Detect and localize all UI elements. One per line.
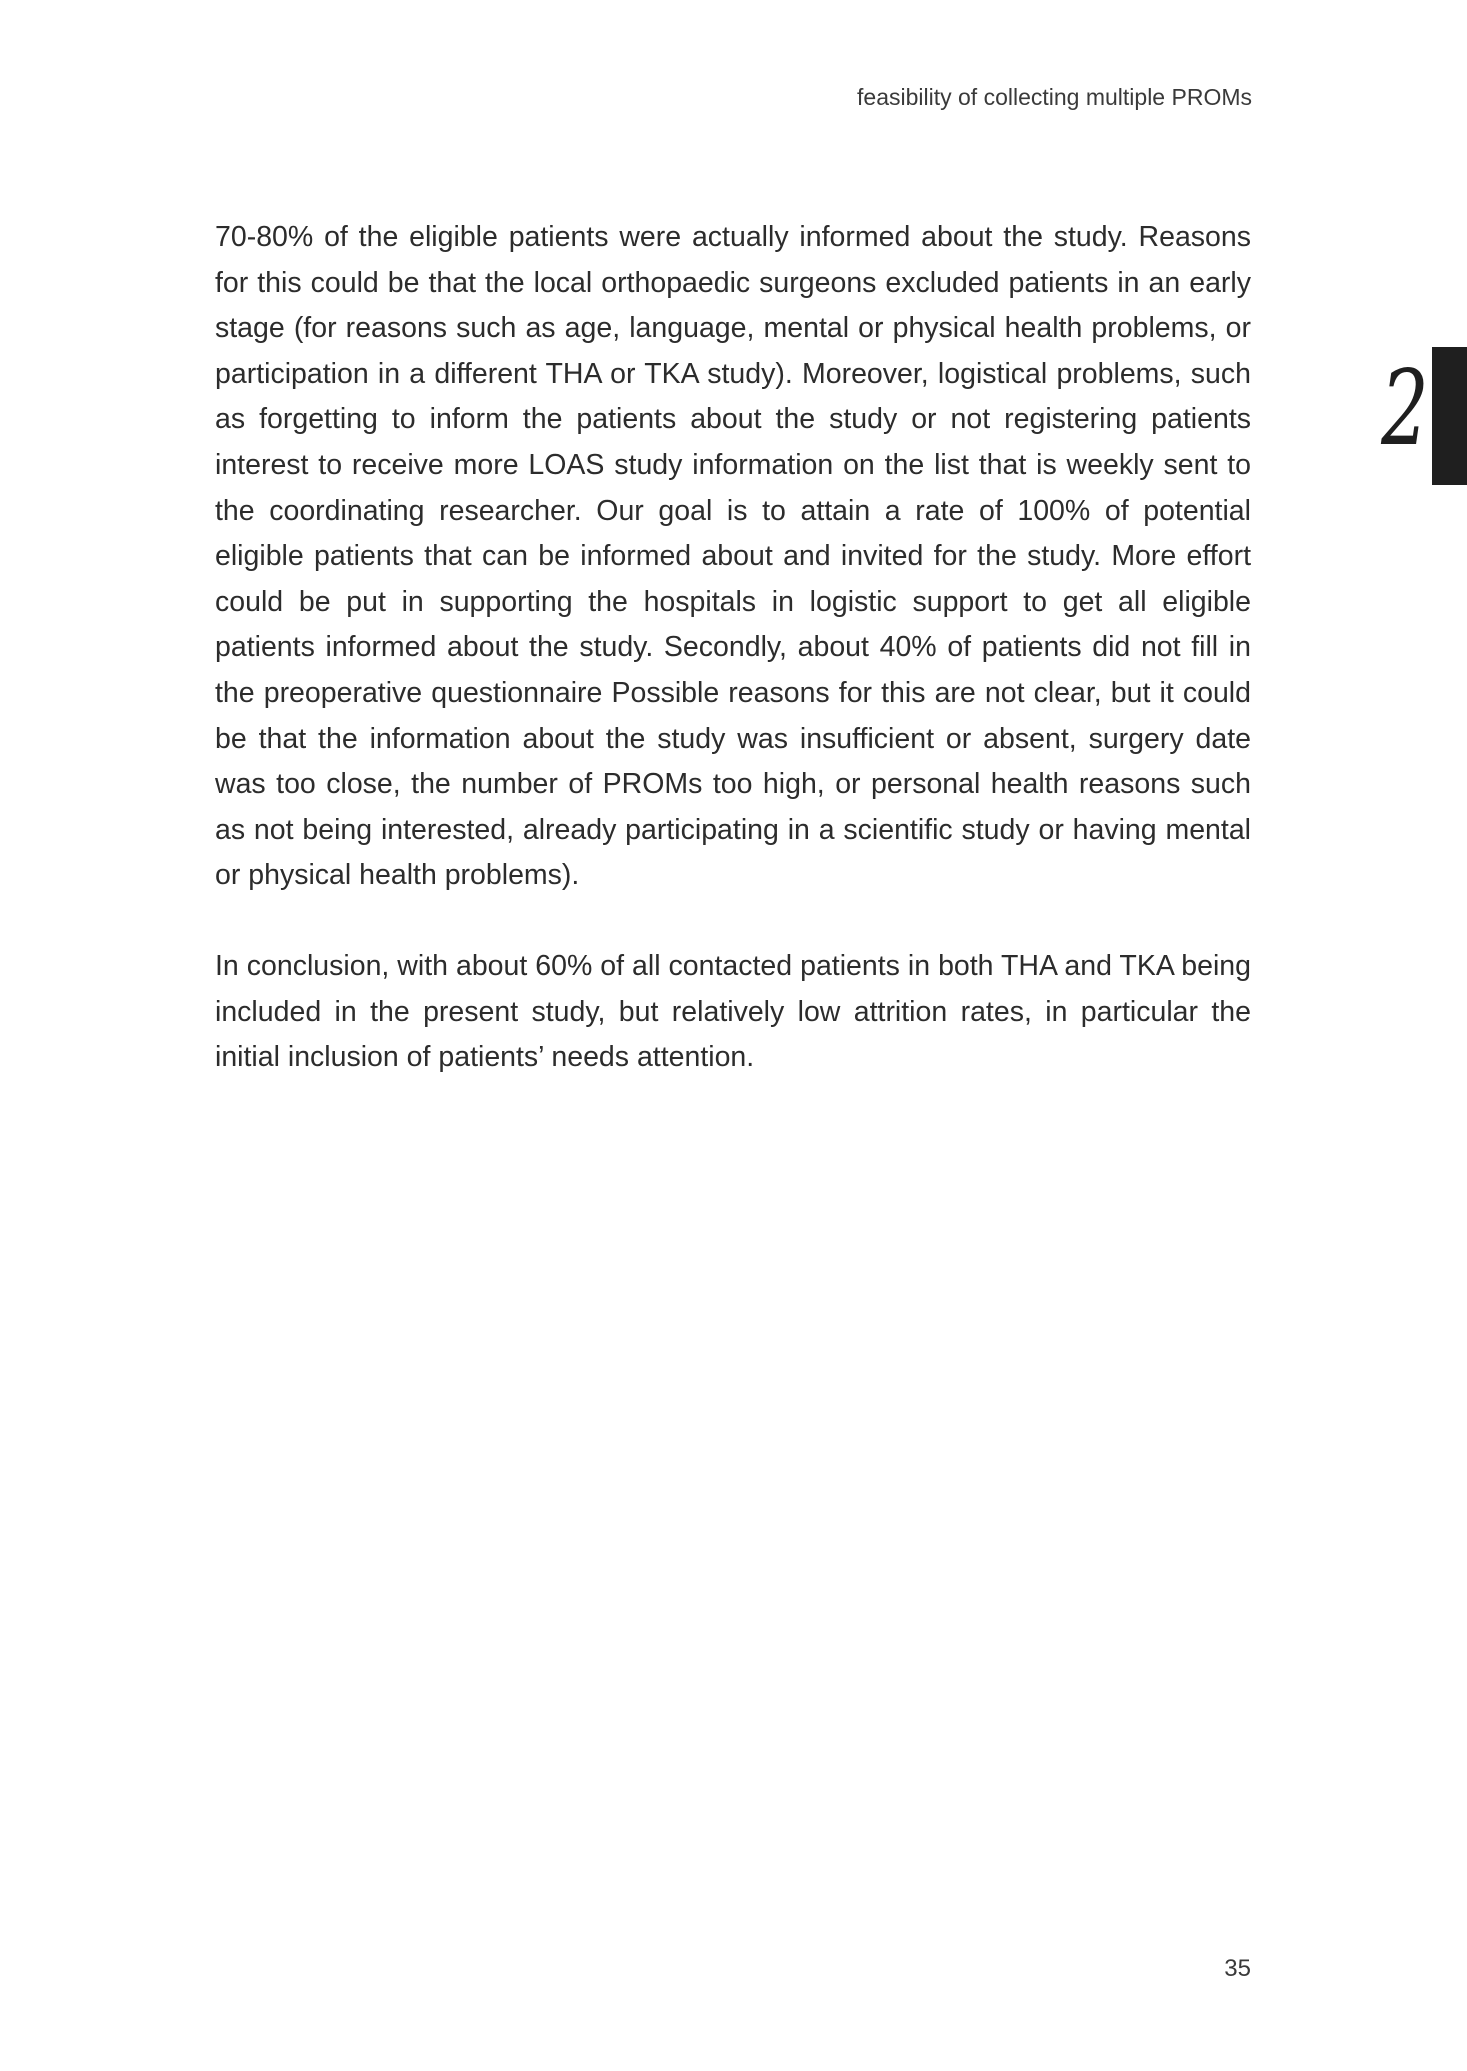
chapter-tab-marker [1432,347,1467,485]
chapter-number: 2 [1381,346,1429,469]
running-header: feasibility of collecting multiple PROMs [857,84,1252,110]
paragraph-conclusion: In conclusion, with about 60% of all contacted patients in both THA and TKA being included in the present study, but relatively low attrition rates, in particular the initial inclusion of patients’ needs attention. [215,949,1251,1074]
page-number: 35 [1224,1955,1251,1982]
paragraph-discussion: 70-80% of the eligible patients were actually informed about the study. Reasons for this could be that the local orthopaedic surgeons excluded patients in an early stage (for reasons such as age, language, mental or physical health problems, or participation in a different THA or TKA study). Moreover, logistical problems, such as forgetting to inform the patients about the study or not registering patients interest to receive more LOAS study information on the list that is weekly sent to the coordinating researcher. Our goal is to attain a rate of 100% of potential eligible patients that can be informed about and invited for the study. More effort could be put in supporting the hospitals in logistic support to get all eligible patients informed about the study. Secondly, about 40% of patients did not fill in the preoperative questionnaire Possible reasons for this are not clear, but it could be that the information about the study was insufficient or absent, surgery date was too close, the number of PROMs too high, or personal health reasons such as not being interested, already participating in a scientific study or having mental or physical health problems). [215,221,1251,892]
body-text [215,215,1251,1081]
